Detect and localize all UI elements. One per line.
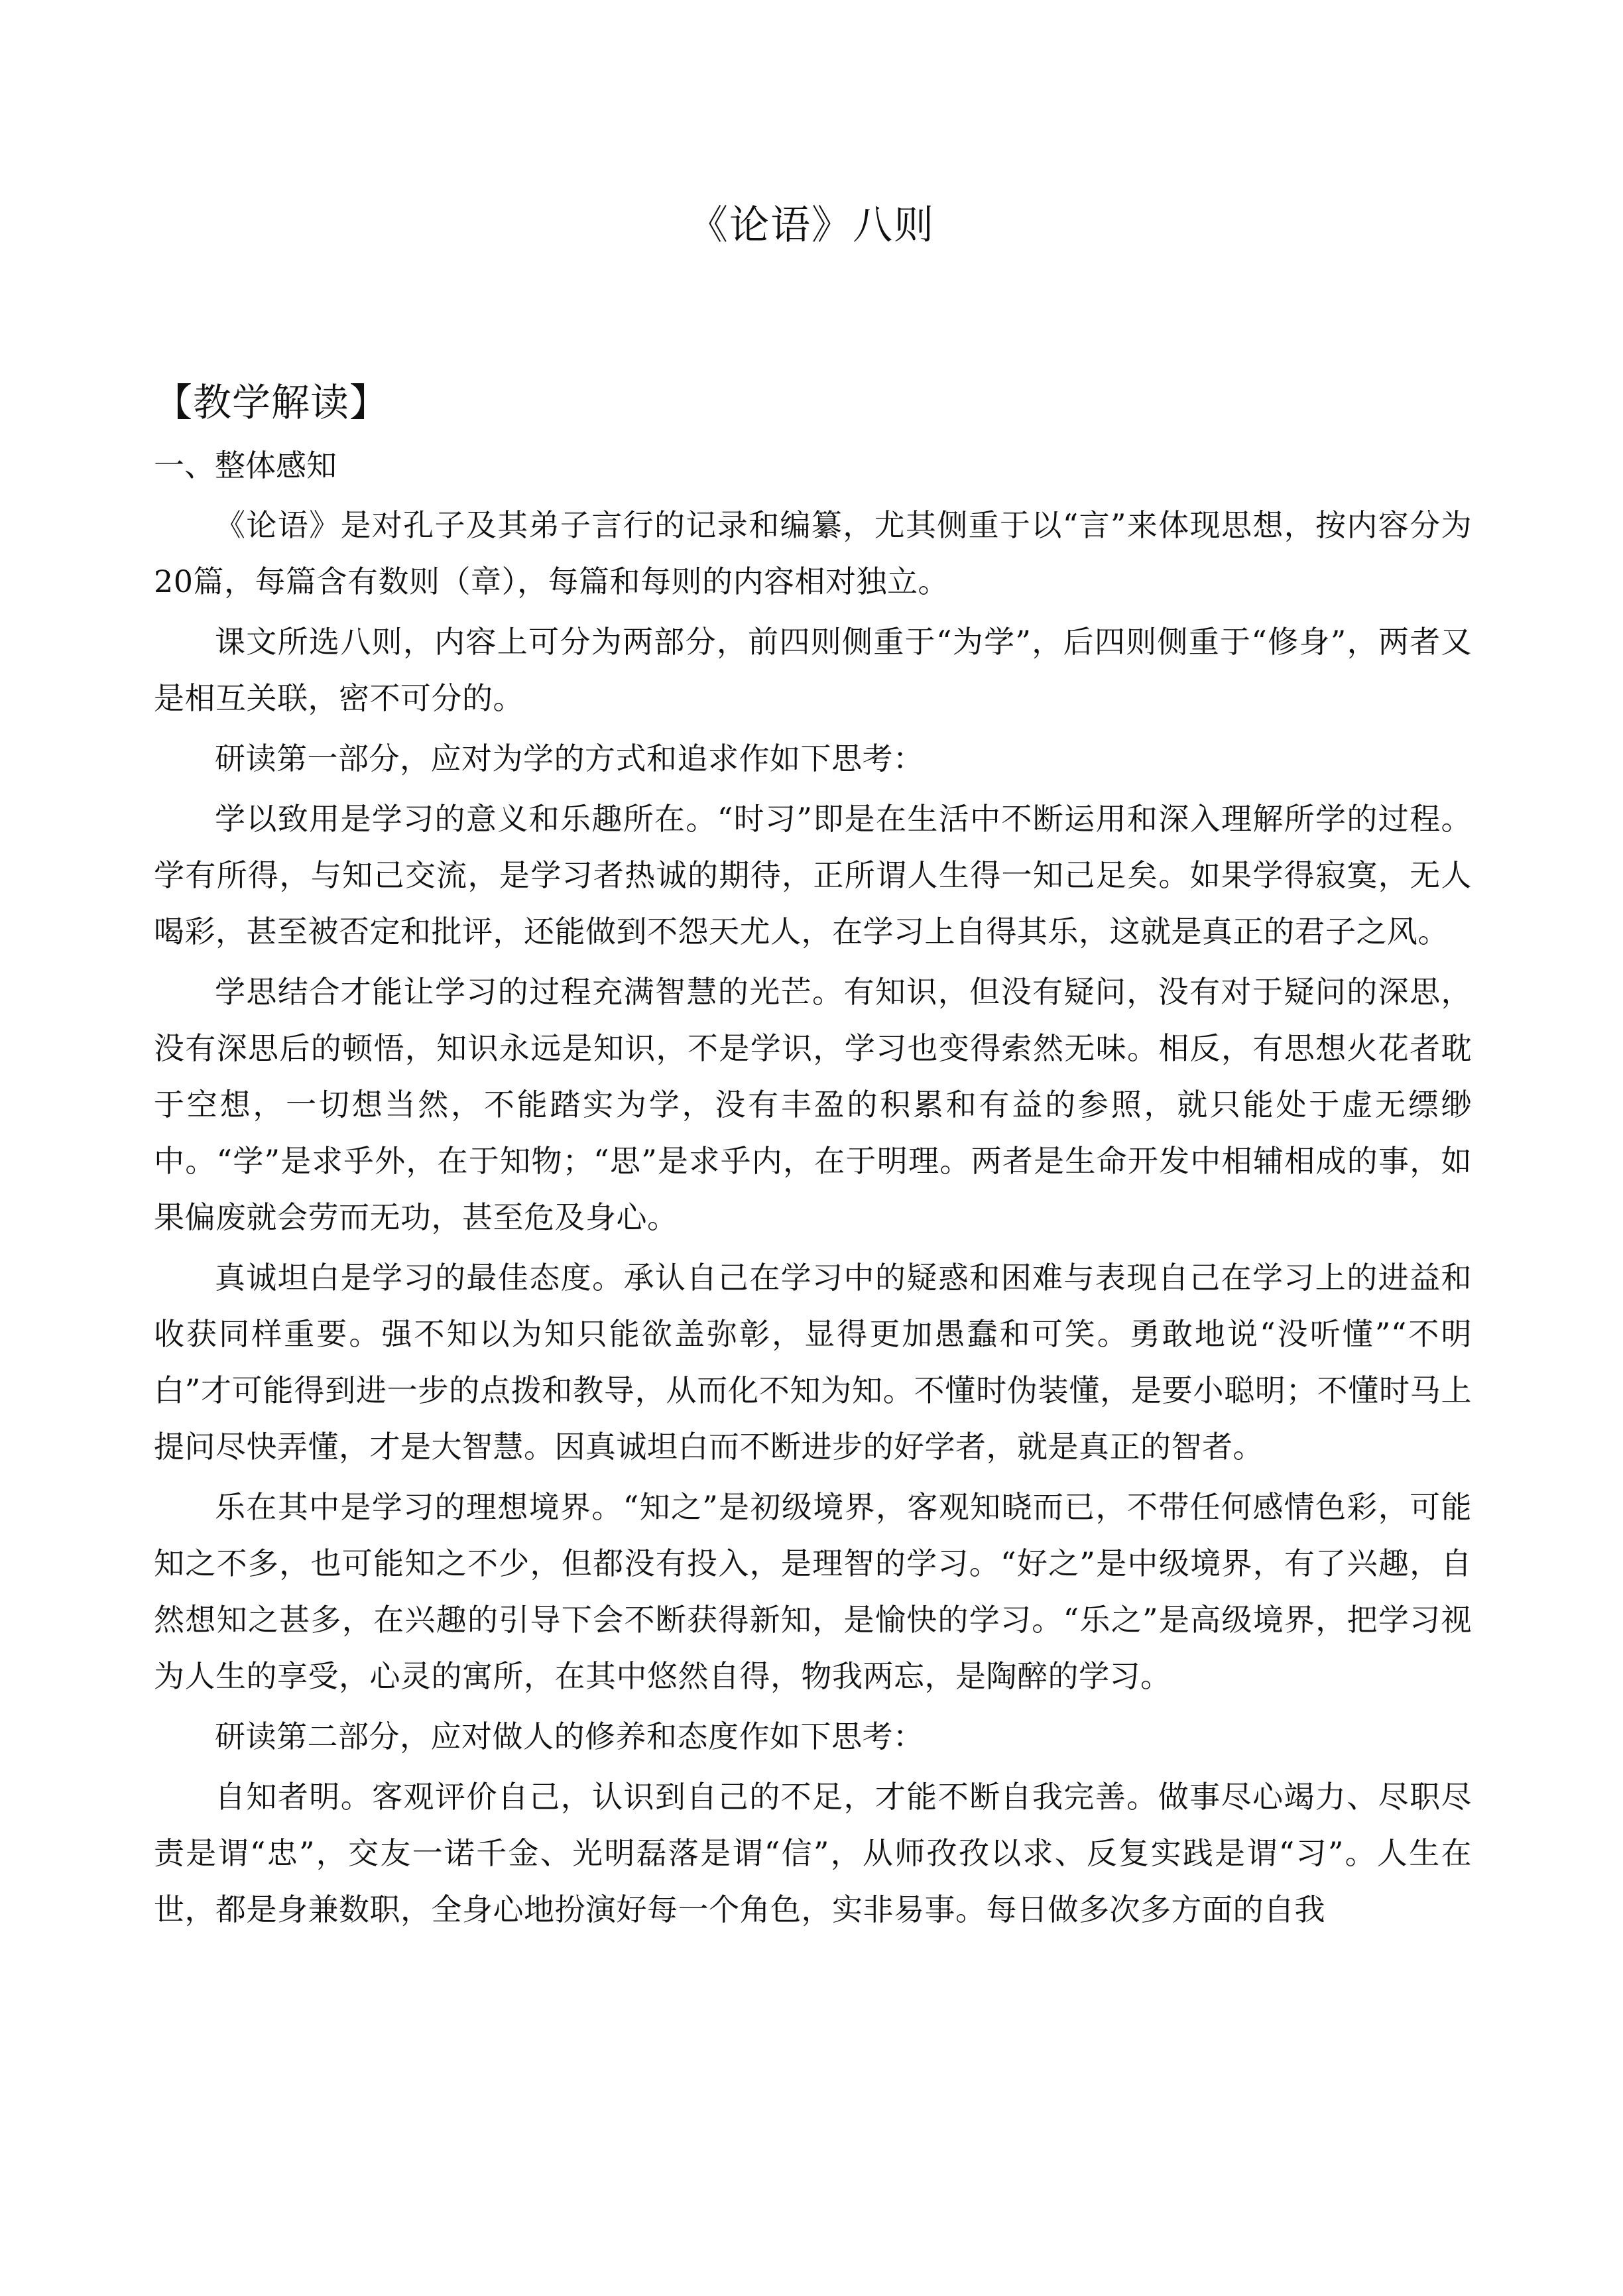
paragraph-7: 乐在其中是学习的理想境界。“知之”是初级境界，客观知晓而已，不带任何感情色彩，可能知之不多，也可能知之不少，但都没有投入，是理智的学习。“好之”是中级境界，有了兴趣，自然想知之甚多，在兴趣的引导下会不断获得新知，是愉快的学习。“乐之”是高级境界，把学习视为人生的享受，心灵的寓所，在其中悠然自得，物我两忘，是陶醉的学习。	[154, 1489, 1472, 1694]
paragraph-4: 学以致用是学习的意义和乐趣所在。“时习”即是在生活中不断运用和深入理解所学的过程。学有所得，与知己交流，是学习者热诚的期待，正所谓人生得一知己足矣。如果学得寂寞，无人喝彩，甚至被否定和批评，还能做到不怨天尤人，在学习上自得其乐，这就是真正的君子之风。	[154, 801, 1472, 949]
paragraph-6: 真诚坦白是学习的最佳态度。承认自己在学习中的疑惑和困难与表现自己在学习上的进益和收获同样重要。强不知以为知只能欲盖弥彰，显得更加愚蠢和可笑。勇敢地说“没听懂”“不明白”才可能得到进一步的点拨和教导，从而化不知为知。不懂时伪装懂，是要小聪明；不懂时马上提问尽快弄懂，才是大智慧。因真诚坦白而不断进步的好学者，就是真正的智者。	[154, 1260, 1472, 1465]
sub-heading: 一、整体感知	[154, 448, 337, 483]
paragraph-8: 研读第二部分，应对做人的修养和态度作如下思考：	[215, 1719, 924, 1754]
paragraph-9: 自知者明。客观评价自己，认识到自己的不足，才能不断自我完善。做事尽心竭力、尽职尽责是谓“忠”，交友一诺千金、光明磊落是谓“信”，从师孜孜以求、反复实践是谓“习”。人生在世，都是身兼数职，全身心地扮演好每一个角色，实非易事。每日做多次多方面的自我	[154, 1779, 1472, 1927]
paragraph-2: 课文所选八则，内容上可分为两部分，前四则侧重于“为学”，后四则侧重于“修身”，两者又是相互关联，密不可分的。	[154, 624, 1472, 716]
paragraph-3: 研读第一部分，应对为学的方式和追求作如下思考：	[215, 741, 924, 776]
section-heading: 【教学解读】	[154, 380, 389, 425]
paragraph-1: 《论语》是对孔子及其弟子言行的记录和编纂，尤其侧重于以“言”来体现思想，按内容分为20篇，每篇含有数则（章），每篇和每则的内容相对独立。	[154, 507, 1472, 599]
document-title: 《论语》八则	[688, 202, 935, 249]
paragraph-5: 学思结合才能让学习的过程充满智慧的光芒。有知识，但没有疑问，没有对于疑问的深思，没有深思后的顿悟，知识永远是知识，不是学识，学习也变得索然无味。相反，有思想火花者耽于空想，一切想当然，不能踏实为学，没有丰盈的积累和有益的参照，就只能处于虚无缥缈中。“学”是求乎外，在于知物；“思”是求乎内，在于明理。两者是生命开发中相辅相成的事，如果偏废就会劳而无功，甚至危及身心。	[154, 974, 1472, 1235]
document-body	[154, 373, 1472, 1942]
